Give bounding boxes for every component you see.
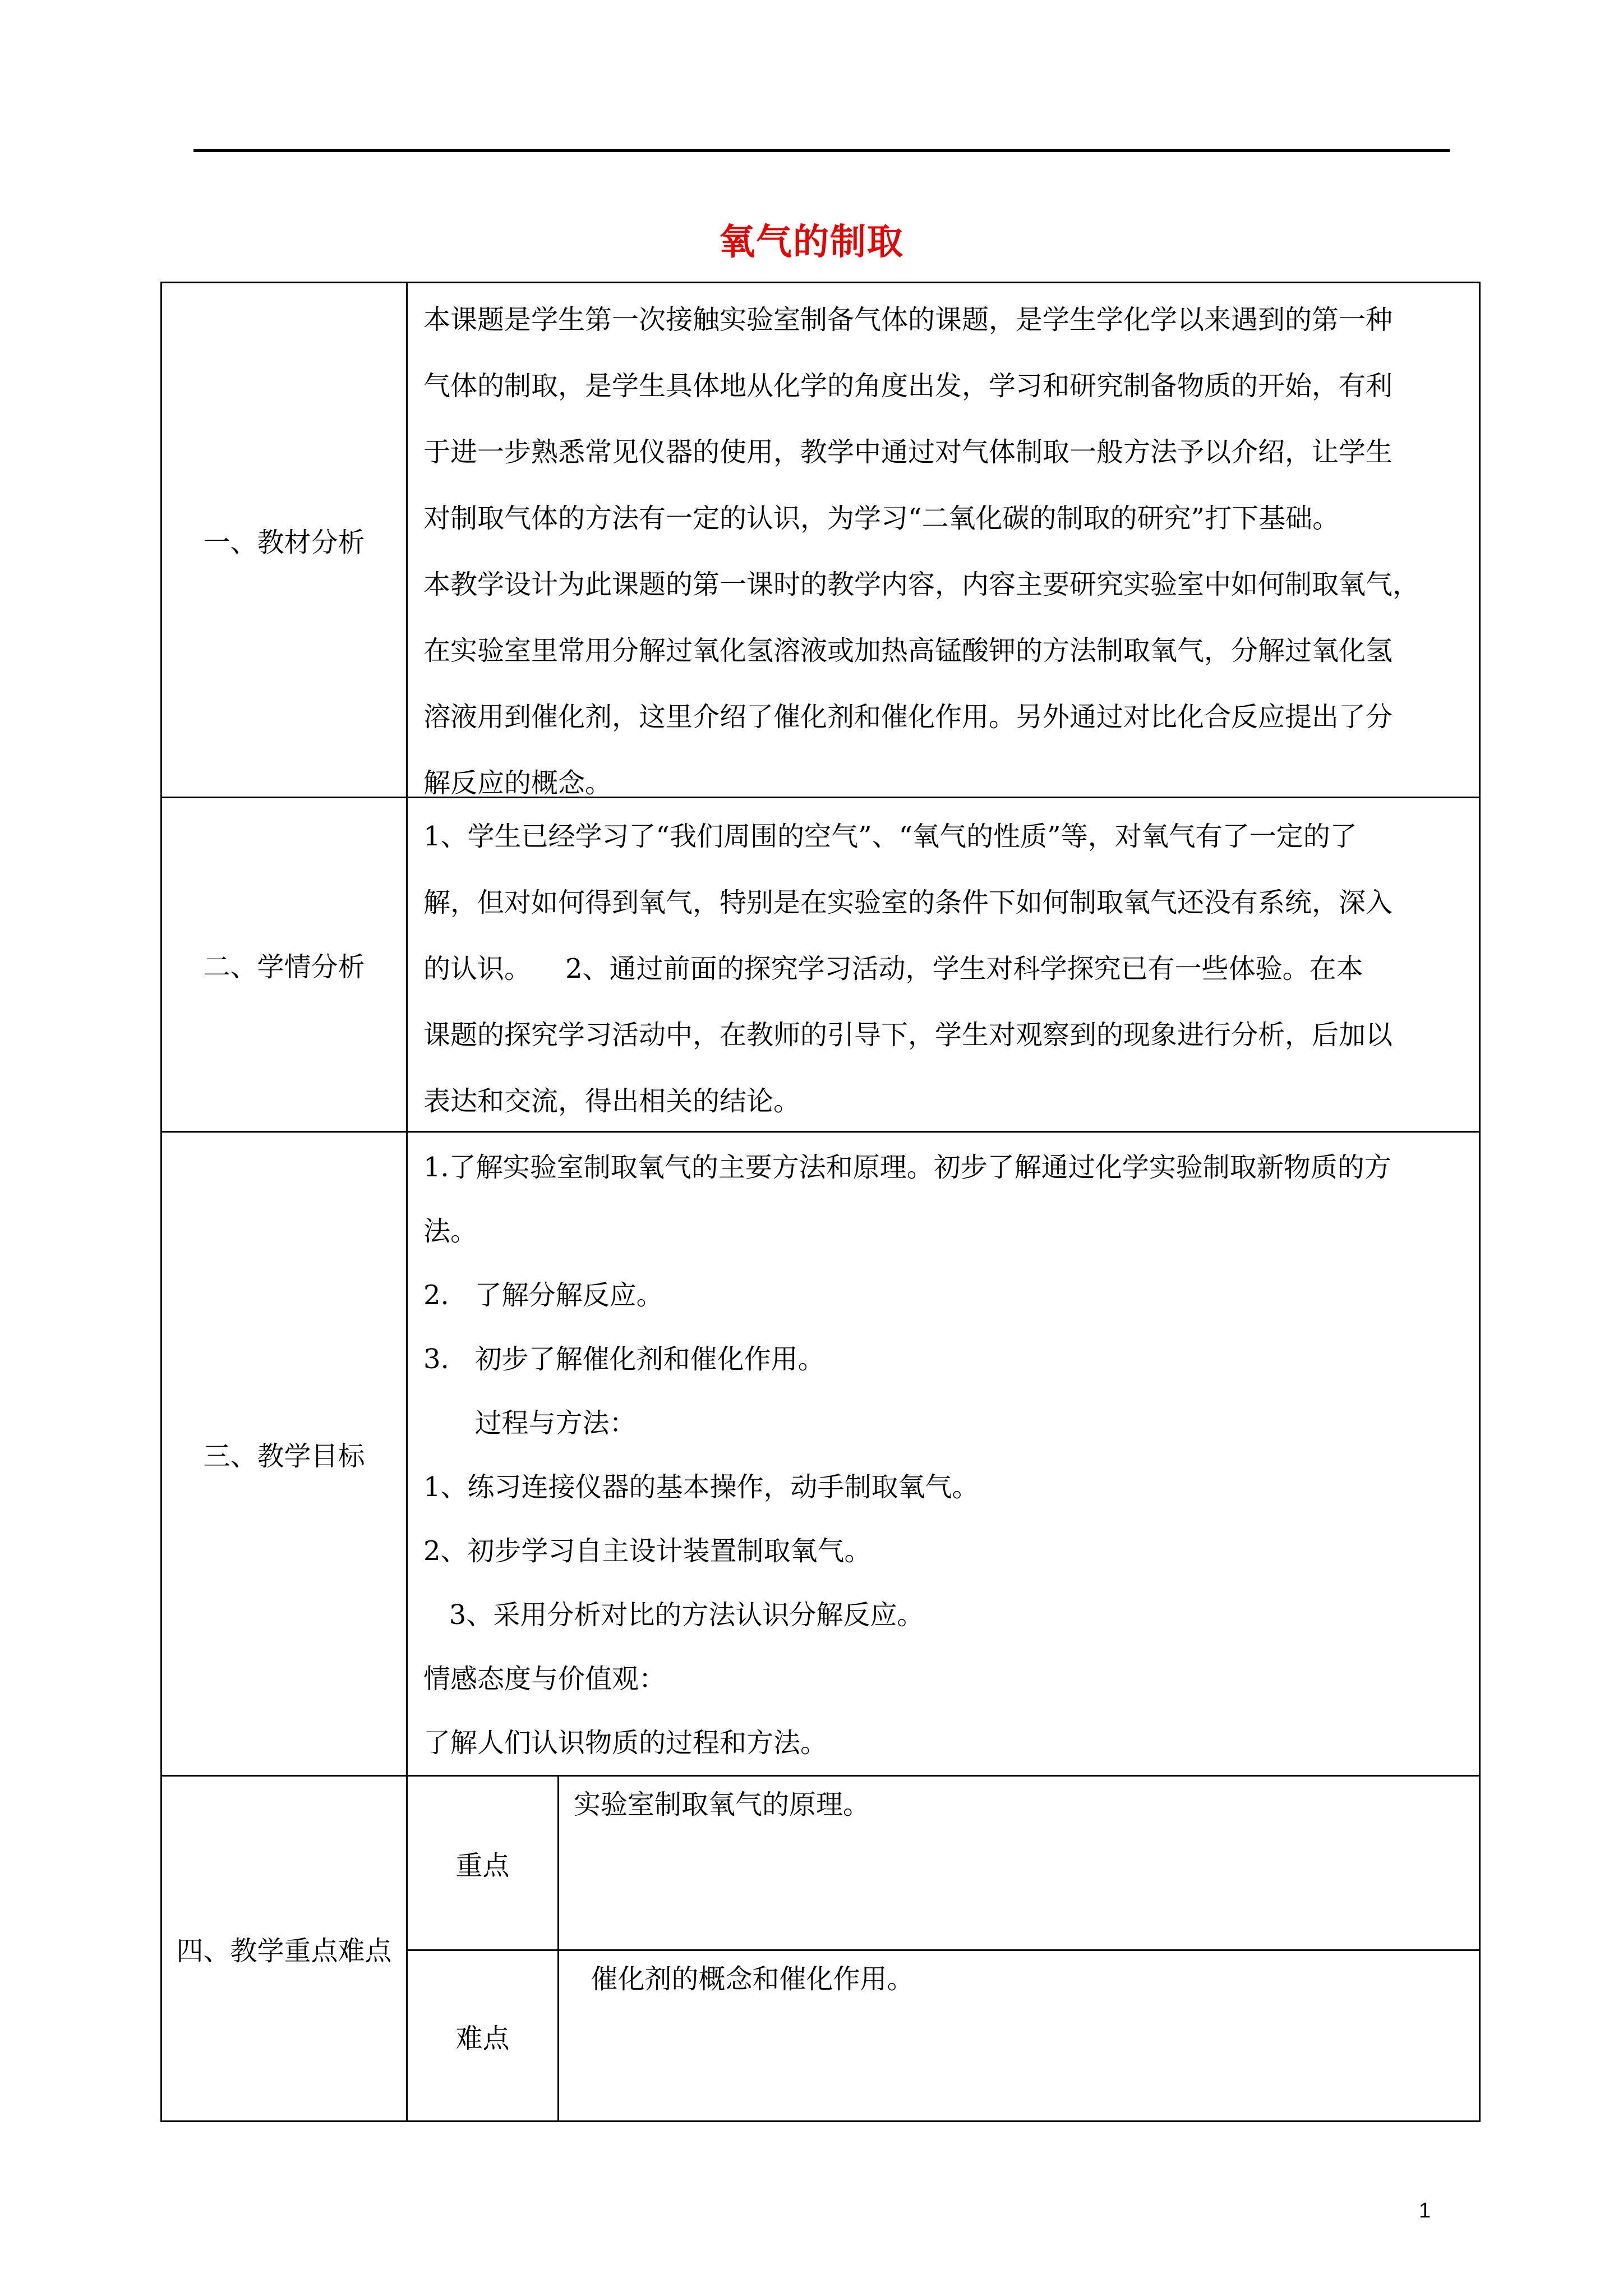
text-line: 在实验室里常用分解过氧化氢溶液或加热高锰酸钾的方法制取氧气，分解过氧化氢 xyxy=(423,635,1393,666)
section-content-textbook-analysis xyxy=(423,287,1419,816)
text-line: 本课题是学生第一次接触实验室制备气体的课题，是学生学化学以来遇到的第一种 xyxy=(423,304,1393,335)
text-line: 2、初步学习自主设计装置制取氧气。 xyxy=(423,1535,872,1567)
text-line: 了解人们认识物质的过程和方法。 xyxy=(423,1727,828,1759)
text-line: 3. 初步了解催化剂和催化作用。 xyxy=(423,1343,825,1375)
page-number: 1 xyxy=(1419,2199,1431,2223)
section-label-student-analysis: 二、学情分析 xyxy=(203,951,365,983)
header-rule xyxy=(193,149,1450,152)
sub-label-key-point: 重点 xyxy=(455,1849,510,1881)
section-label-key-difficult-points: 四、教学重点难点 xyxy=(176,1935,392,1967)
sub-label-difficult-point: 难点 xyxy=(455,2022,510,2054)
text-line: 于进一步熟悉常见仪器的使用，教学中通过对气体制取一般方法予以介绍，让学生 xyxy=(423,436,1393,468)
lesson-plan-table xyxy=(160,282,1481,2122)
text-line: 课题的探究学习活动中，在教师的引导下，学生对观察到的现象进行分析，后加以 xyxy=(423,1019,1393,1051)
key-point-text: 实验室制取氧气的原理。 xyxy=(574,1789,870,1820)
section-label-textbook-analysis: 一、教材分析 xyxy=(203,527,365,558)
text-line: 本教学设计为此课题的第一课时的教学内容，内容主要研究实验室中如何制取氧气， xyxy=(423,569,1420,600)
sub-column-divider xyxy=(557,1775,559,2120)
text-line: 1.了解实验室制取氧气的主要方法和原理。初步了解通过化学实验制取新物质的方 xyxy=(423,1152,1391,1183)
text-line: 对制取气体的方法有一定的认识，为学习“二氧化碳的制取的研究”打下基础。 xyxy=(423,503,1340,534)
text-line: 解反应的概念。 xyxy=(423,767,612,799)
text-line: 过程与方法： xyxy=(423,1407,637,1439)
text-line: 情感态度与价值观： xyxy=(423,1663,666,1695)
sub-row-divider xyxy=(408,1949,1479,1951)
text-line: 表达和交流，得出相关的结论。 xyxy=(423,1085,801,1117)
text-line: 2. 了解分解反应。 xyxy=(423,1280,663,1311)
section-label-teaching-objectives: 三、教学目标 xyxy=(203,1441,365,1472)
text-line: 溶液用到催化剂，这里介绍了催化剂和催化作用。另外通过对比化合反应提出了分 xyxy=(423,701,1393,733)
text-line: 解，但对如何得到氧气，特别是在实验室的条件下如何制取氧气还没有系统，深入 xyxy=(423,887,1393,918)
difficult-point-text: 催化剂的概念和催化作用。 xyxy=(574,1963,914,1995)
text-line: 1、学生已经学习了“我们周围的空气”、“氧气的性质”等，对氧气有了一定的了 xyxy=(423,821,1357,852)
text-line: 1、练习连接仪器的基本操作，动手制取氧气。 xyxy=(423,1471,979,1503)
text-line: 气体的制取，是学生具体地从化学的角度出发，学习和研究制备物质的开始，有利 xyxy=(423,370,1393,402)
text-line: 法。 xyxy=(423,1216,478,1247)
section-content-student-analysis xyxy=(423,803,1393,1134)
section-content-teaching-objectives xyxy=(423,1135,1391,1775)
text-line: 的认识。 2、通过前面的探究学习活动，学生对科学探究已有一些体验。在本 xyxy=(423,953,1363,984)
document-title: 氧气的制取 xyxy=(719,221,904,263)
text-line: 3、采用分析对比的方法认识分解反应。 xyxy=(423,1599,924,1631)
